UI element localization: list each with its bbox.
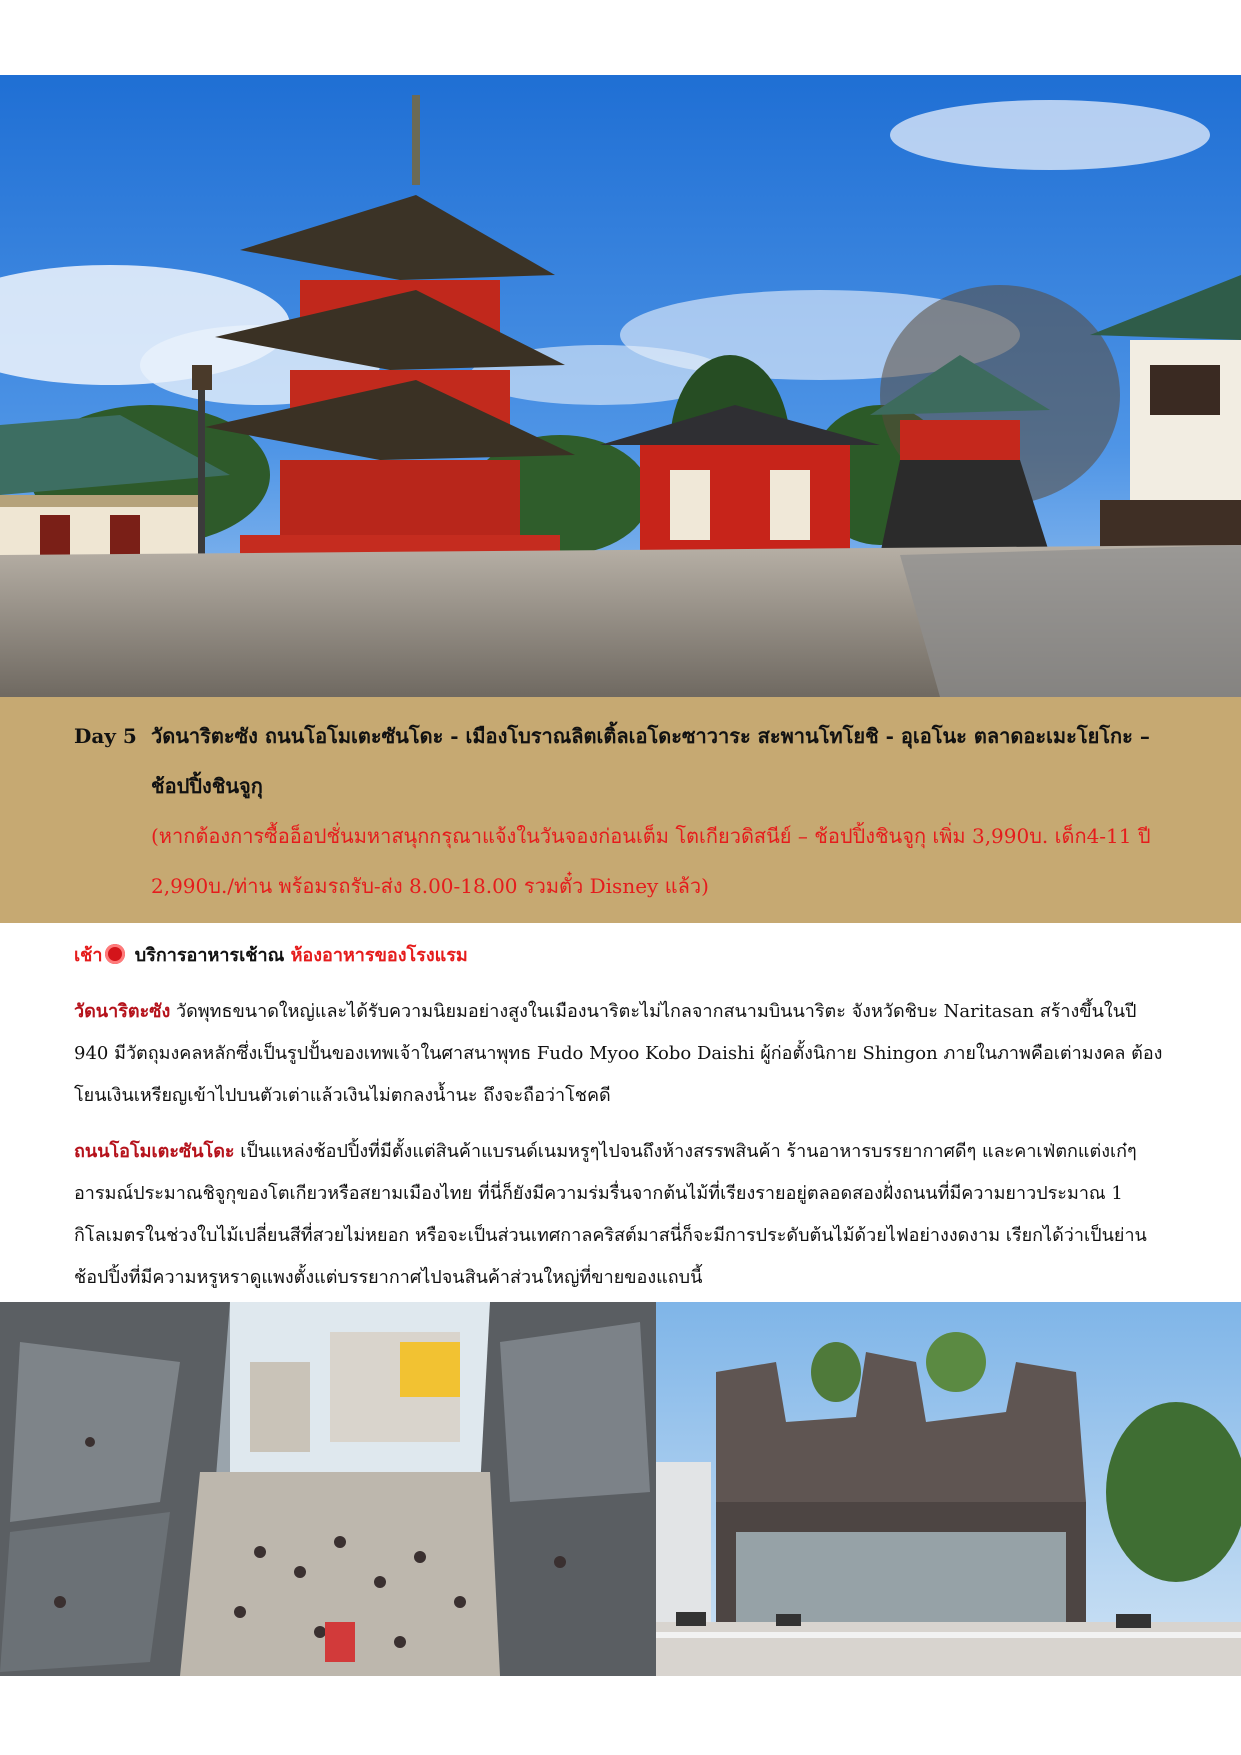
day-option-note: (หากต้องการซื้ออ็อปชั่นมหาสนุกกรุณาแจ้งในวันจองก่อนเต็ม โตเกียวดิสนีย์ – ช้อปปิ้งชินจูกุ เพิ่ม 3,990บ. เด็ก4-11 ปี 2,990บ./ท่าน พร้อมรถรับ-ส่ง 8.00-18.00 รวมตั๋ว Disney แล้ว) xyxy=(151,824,1151,898)
breakfast-line xyxy=(74,935,1174,977)
meal-label: เช้า xyxy=(74,945,103,966)
paragraph-text: วัดพุทธขนาดใหญ่และได้รับความนิยมอย่างสูงในเมืองนาริตะไม่ไกลจากสนามบินนาริตะ จังหวัดชิบะ Naritasan สร้างขึ้นในปี 940 มีวัตถุมงคลหลักซึ่งเป็นรูปปั้นของเทพเจ้าในศาสนาพุทธ Fudo Myoo Kobo Daishi ผู้ก่อตั้งนิกาย Shingon ภายในภาพคือเต่ามงคล ต้องโยนเงินเหรียญเข้าไปบนตัวเต่าแล้วเงินไม่ตกลงน้ำนะ ถึงจะถือว่าโชคดี xyxy=(74,1001,1163,1106)
meal-text: บริการอาหารเช้าณ xyxy=(134,945,285,966)
day-content xyxy=(74,935,1174,1299)
photo-street-crossing xyxy=(0,1302,656,1676)
meal-icon xyxy=(105,944,125,964)
meal-place: ห้องอาหารของโรงแรม xyxy=(290,945,468,966)
paragraph-omotesando xyxy=(74,1131,1174,1299)
paragraph-heading: ถนนโอโมเตะซันโดะ xyxy=(74,1141,235,1162)
day-banner xyxy=(0,697,1241,923)
photo-omotesando-building xyxy=(656,1302,1241,1676)
hero-photo-naritasan-temple xyxy=(0,75,1241,697)
day-title: วัดนาริตะซัง ถนนโอโมเตะซันโดะ - เมืองโบราณลิตเติ้ลเอโดะซาวาระ สะพานโทโยชิ - อุเอโนะ ตลาดอะเมะโยโกะ – ช้อปปิ้งชินจูกุ xyxy=(151,724,1150,798)
paragraph-heading: วัดนาริตะซัง xyxy=(74,1001,171,1022)
paragraph-text: เป็นแหล่งช้อปปิ้งที่มีตั้งแต่สินค้าแบรนด์เนมหรูๆไปจนถึงห้างสรรพสินค้า ร้านอาหารบรรยากาศดีๆ และคาเฟ่ตกแต่งเก๋ๆ อารมณ์ประมาณชิจูกุของโตเกียวหรือสยามเมืองไทย ที่นี่ก็ยังมีความร่มรื่นจากต้นไม้ที่เรียงรายอยู่ตลอดสองฝั่งถนนที่มีความยาวประมาณ 1 กิโลเมตรในช่วงใบไม้เปลี่ยนสีที่สวยไม่หยอก หรือจะเป็นส่วนเทศกาลคริสต์มาสนี่ก็จะมีการประดับต้นไม้ด้วยไฟอย่างงดงาม เรียกได้ว่าเป็นย่านช้อปปิ้งที่มีความหรูหราดูแพงตั้งแต่บรรยากาศไปจนสินค้าส่วนใหญ่ที่ขายของแถบนี้ xyxy=(74,1141,1147,1288)
day-label: Day 5 xyxy=(74,724,137,748)
paragraph-naritasan xyxy=(74,991,1174,1117)
